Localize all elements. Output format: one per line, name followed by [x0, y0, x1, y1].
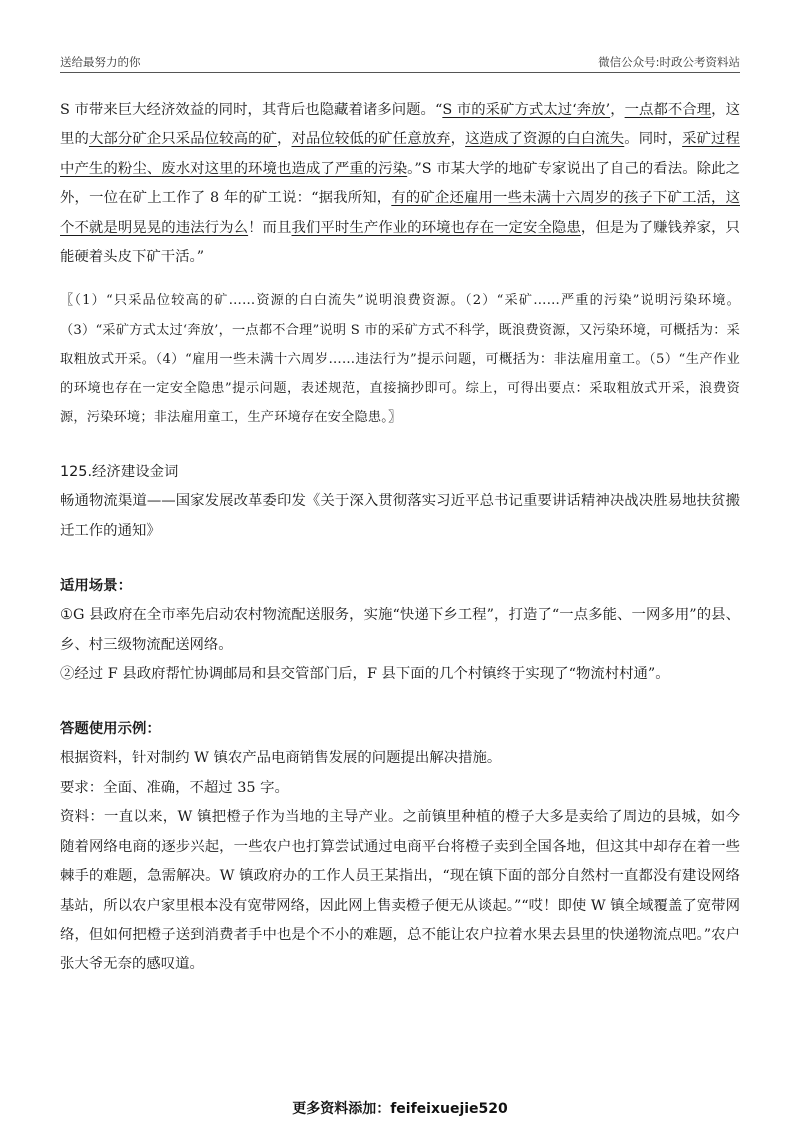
passage-text: ！而且: [248, 219, 292, 236]
underlined-phrase: S 市的采矿方式太过‘奔放’: [442, 102, 611, 118]
underlined-phrase: 有的矿企还雇用一些未满十六周岁的孩子下矿工活，这个不就是明晃晃的违法行为么: [60, 190, 740, 236]
underlined-phrase: 大部分矿企只采品位较高的矿: [88, 131, 278, 148]
analysis-note: 〖（1）“只采品位较高的矿……资源的白白流失”说明浪费资源。（2）“采矿……严重的污染”说明污染环境。（3）“采矿方式太过‘奔放’，一点都不合理”说明 S 市的采矿方式不科学，既浪费资源，又污染环境，可概括为：采取粗放式开采。（4）“雇用一些未满十六周岁……违法行为”提示问题，可概括为：非法雇用童工。（5）“生产作业的环境也存在一定安全隐患”提示问题，表述规范，直接摘抄即可。综上，可得出要点：采取粗放式开采，浪费资源，污染环境；非法雇用童工，生产环境存在安全隐患。〗: [60, 293, 740, 426]
header-wechat-account: 微信公众号:时政公考资料站: [598, 55, 740, 69]
spacer: [60, 689, 740, 715]
page-footer: 更多资料添加：feifeixuejie520: [292, 1101, 508, 1117]
passage-text: ，但是为了赚钱养家，只能硬着头皮下矿干活。”: [60, 219, 740, 266]
example-question: 根据资料，针对制约 W 镇农产品电商销售发展的问题提出解决措施。: [60, 750, 502, 767]
page-header: [60, 50, 740, 73]
spacer: [60, 546, 740, 572]
example-material: 资料：一直以来，W 镇把橙子作为当地的主导产业。之前镇里种植的橙子大多是卖给了周边的县城，如今随着网络电商的逐步兴起，一些农户也打算尝试通过电商平台将橙子卖到全国各地，但这其中却存在着一些棘手的难题，急需解决。W 镇政府办的工作人员王某指出，“现在镇下面的部分自然村一直都没有建设网络基站，所以农户家里根本没有宽带网络，因此网上售卖橙子便无从谈起。”“哎！即使 W 镇全域覆盖了宽带网络，但如何把橙子送到消费者手中也是个不小的难题，总不能让农户拉着水果去县里的快递物流点吧。”农户张大爷无奈的感叹道。: [60, 809, 740, 973]
passage-text: ，这里的: [60, 102, 740, 148]
header-slogan: 送给最努力的你: [60, 55, 141, 69]
scenario-label: 适用场景：: [60, 578, 132, 595]
spacer: [60, 432, 740, 458]
example-label: 答题使用示例：: [60, 721, 161, 738]
passage-text: 。”S 市某大学的地矿专家说出了自己的看法。除此之外，一位在矿上工作了 8 年的矿工说：“据我所知，: [60, 160, 740, 207]
scenario-item-1: ①G 县政府在全市率先启动农村物流配送服务，实施“快递下乡工程”，打造了“一点多能、一网多用”的县、乡、村三级物流配送网络。: [60, 607, 740, 653]
example-requirement: 要求：全面、准确，不超过 35 字。: [60, 779, 289, 796]
scenario-item-2: ②经过 F 县政府帮忙协调邮局和县交管部门后，F 县下面的几个村镇终于实现了“物流村村通”。: [60, 666, 670, 683]
passage-text: ，: [610, 102, 625, 118]
underlined-phrase: 采矿过程中产生的粉尘、废水对这里的环境也造成了严重的污染: [60, 131, 740, 177]
page-content: [60, 96, 740, 980]
underlined-phrase: 一点都不合理: [624, 102, 712, 118]
section-title: 125.经济建设金词: [60, 464, 179, 481]
passage-paragraph: [60, 96, 740, 272]
underlined-phrase: 对品位较低的矿任意放弃: [291, 131, 451, 148]
passage-text: ，: [277, 131, 292, 148]
underlined-phrase: 这造成了资源的白白流失: [465, 131, 625, 148]
underlined-phrase: 我们平时生产作业的环境也存在一定安全隐患: [291, 219, 581, 236]
passage-text: 。同时，: [624, 131, 683, 148]
golden-phrase: 畅通物流渠道——国家发展改革委印发《关于深入贯彻落实习近平总书记重要讲话精神决战决胜易地扶贫搬迁工作的通知》: [60, 493, 740, 539]
passage-text: S 市带来巨大经济效益的同时，其背后也隐藏着诸多问题。“: [60, 102, 443, 118]
passage-text: ，: [450, 131, 466, 148]
